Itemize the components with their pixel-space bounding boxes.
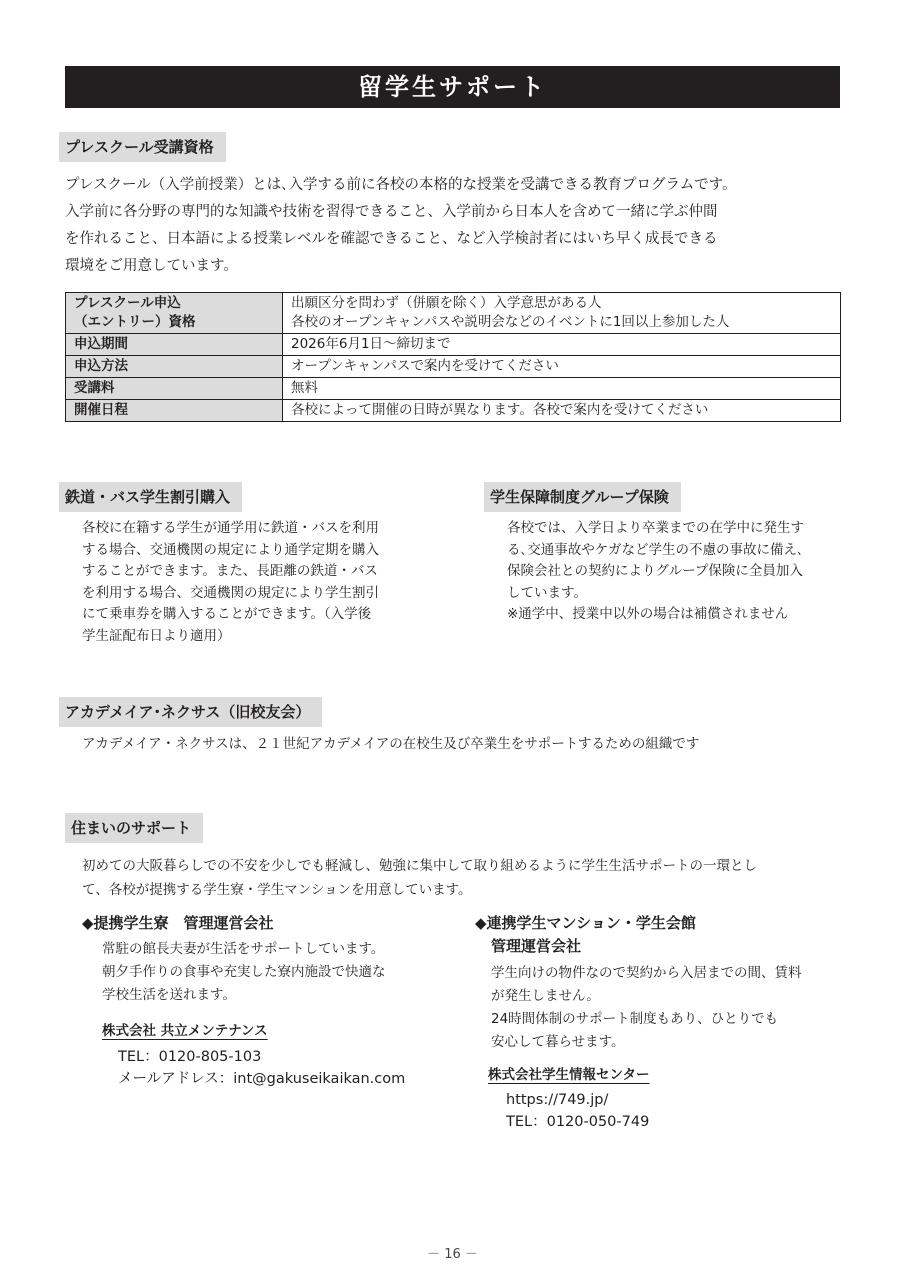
preschool-intro-line: を作れること、日本語による授業レベルを確認できること、など入学検討者にはいち早く成長できる (65, 231, 718, 247)
mansion-line: 学生向けの物件なので契約から入居までの間、賃料 (491, 965, 802, 981)
table-key-line: （エントリー）資格 (74, 314, 196, 330)
housing-intro (82, 854, 857, 902)
mansion-title (475, 912, 696, 958)
table-key: 受講料 (66, 378, 283, 400)
insurance-line: しています。 (507, 584, 587, 601)
insurance-text (507, 518, 852, 626)
table-key (66, 293, 283, 334)
housing-line: 初めての大阪暮らしでの不安を少しでも軽減し、勉強に集中して取り組めるように学生生活サポートの一環とし (82, 858, 757, 874)
table-key-line: プレスクール申込 (74, 295, 181, 311)
mansion-contact (506, 1089, 649, 1133)
table-value-line: 出願区分を問わず（併願を除く）入学意思がある人 (291, 295, 602, 311)
insurance-line: 保険会社との契約によりグループ保険に全員加入 (507, 563, 803, 579)
dorm-title: ◆提携学生寮 管理運営会社 (82, 914, 274, 932)
mansion-company: 株式会社学生情報センター (488, 1067, 650, 1083)
table-key: 申込期間 (66, 334, 283, 356)
mansion-text (491, 962, 851, 1054)
dorm-company: 株式会社 共立メンテナンス (102, 1023, 268, 1039)
mansion-tel: TEL：0120-050-749 (506, 1114, 650, 1130)
mansion-title-line: ◆連携学生マンション・学生会館 (475, 914, 696, 932)
insurance-line: る､交通事故やケガなど学生の不慮の事故に備え､ (507, 541, 804, 558)
rail-line: することができます。また、長距離の鉄道・バス (82, 563, 378, 579)
rail-heading: 鉄道・バス学生割引購入 (59, 482, 242, 512)
housing-heading: 住まいのサポート (65, 813, 203, 843)
mansion-line: 安心して暮らせます。 (491, 1034, 625, 1050)
dorm-tel: TEL：0120-805-103 (118, 1049, 262, 1065)
table-key: 開催日程 (66, 400, 283, 422)
preschool-intro-line: 入学前に各分野の専門的な知識や技術を習得できること、入学前から日本人を含めて一緒に学ぶ仲間 (65, 204, 718, 220)
dorm-line: 朝夕手作りの食事や充実した寮内施設で快適な (102, 964, 386, 980)
rail-line: にて乗車券を購入することができます。（入学後 (82, 606, 372, 622)
preschool-intro-line: プレスクール（入学前授業）とは､入学する前に各校の本格的な授業を受講できる教育プログラムです。 (65, 177, 737, 193)
mansion-url[interactable]: https://749.jp/ (506, 1092, 609, 1108)
table-row (66, 400, 841, 422)
rail-line: する場合、交通機関の規定により通学定期を購入 (82, 541, 379, 558)
table-value: オープンキャンパスで案内を受けてください (283, 356, 841, 378)
mansion-title-line: 管理運営会社 (491, 937, 582, 955)
alumni-text: アカデメイア・ネクサスは、２１世紀アカデメイアの在校生及び卒業生をサポートするための組織です (82, 736, 700, 752)
dorm-text (102, 938, 442, 1007)
insurance-line: ※通学中、授業中以外の場合は補償されません (507, 606, 789, 622)
table-key: 申込方法 (66, 356, 283, 378)
dorm-contact (118, 1046, 405, 1090)
mansion-line: 24時間体制のサポート制度もあり、ひとりでも (491, 1011, 779, 1027)
preschool-intro (65, 172, 855, 280)
table-value (283, 293, 841, 334)
table-row (66, 356, 841, 378)
table-row (66, 334, 841, 356)
dorm-line: 学校生活を送れます。 (102, 987, 236, 1003)
table-row (66, 293, 841, 334)
dorm-email: メールアドレス：int@gakuseikaikan.com (118, 1071, 406, 1087)
page-number: － 16 － (427, 1247, 478, 1262)
table-value: 各校によって開催の日時が異なります。各校で案内を受けてください (283, 400, 841, 422)
rail-line: を利用する場合、交通機関の規定により学生割引 (82, 584, 379, 601)
table-value-line: 各校のオープンキャンパスや説明会などのイベントに1回以上参加した人 (291, 314, 730, 330)
rail-line: 各校に在籍する学生が通学用に鉄道・バスを利用 (82, 520, 379, 536)
insurance-line: 各校では、入学日より卒業までの在学中に発生す (507, 520, 804, 536)
preschool-table (65, 292, 841, 422)
page-title: 留学生サポート (65, 66, 840, 108)
alumni-heading: アカデメイア･ネクサス（旧校友会） (59, 697, 322, 727)
table-value: 無料 (283, 378, 841, 400)
insurance-heading: 学生保障制度グループ保険 (484, 482, 681, 512)
mansion-line: が発生しません。 (491, 988, 600, 1004)
rail-text (82, 518, 432, 647)
table-row (66, 378, 841, 400)
housing-line: て、各校が提携する学生寮・学生マンションを用意しています。 (82, 882, 472, 898)
table-value: 2026年6月1日～締切まで (283, 334, 841, 356)
preschool-intro-line: 環境をご用意しています。 (65, 258, 238, 274)
preschool-heading: プレスクール受講資格 (59, 132, 226, 162)
rail-line: 学生証配布日より適用） (82, 627, 231, 644)
dorm-line: 常駐の館長夫妻が生活をサポートしています。 (102, 941, 385, 957)
